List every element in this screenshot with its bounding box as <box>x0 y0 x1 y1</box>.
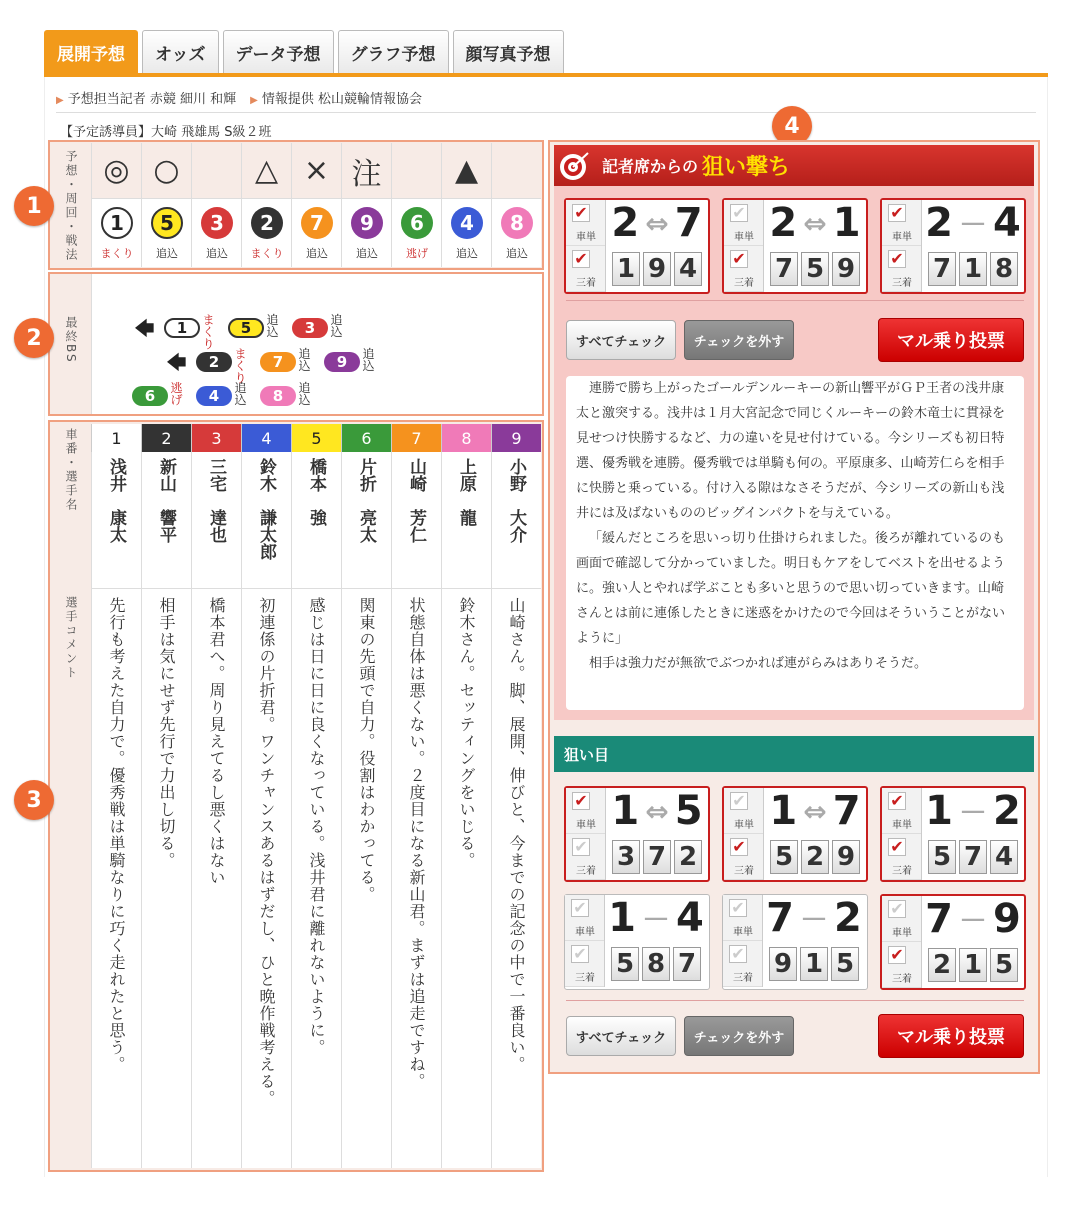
rider-comment: 橋本君へ。周り見えてるし悪くはない <box>191 588 241 1168</box>
divider <box>566 300 1024 301</box>
checkbox-icon[interactable]: ✔ <box>888 792 906 810</box>
bet-check-area <box>724 200 764 292</box>
final-bs-label: 最終BS <box>64 316 78 364</box>
bet-type-label: 三着 <box>733 973 753 984</box>
checkbox-icon[interactable]: ✔ <box>572 250 590 268</box>
bet-combination: 1 ⇔ 5 <box>611 788 705 834</box>
tactic-label: 追込 <box>206 247 228 260</box>
rider-number-header: 6 <box>341 424 391 452</box>
bet-combination: 1 ⇔ 7 <box>769 788 863 834</box>
bet-check-area <box>882 896 922 988</box>
prediction-mark: ▲ <box>442 143 491 199</box>
prediction-column <box>291 143 341 267</box>
bet-type-row <box>565 895 604 941</box>
bet-type-label: 車単 <box>576 232 596 243</box>
bs-bike-number: 8 <box>260 386 296 406</box>
bet-ticket[interactable] <box>564 894 710 990</box>
checkbox-icon[interactable]: ✔ <box>888 250 906 268</box>
tactic-label: まくり <box>250 247 284 260</box>
rider-number-header: 5 <box>291 424 341 452</box>
bs-tactic: まくり <box>202 313 215 351</box>
checkbox-icon[interactable]: ✔ <box>888 838 906 856</box>
auto-bet-button[interactable]: マル乗り投票 <box>878 318 1024 362</box>
rider-comment: 先行も考えた自力で。優秀戦は単騎なりに巧く走れたと思う。 <box>91 588 141 1168</box>
checkbox-icon[interactable]: ✔ <box>888 946 906 964</box>
rider-name: 鈴木 謙太郎 <box>241 452 291 588</box>
bike-number: 1 <box>101 207 133 239</box>
bet-type-label: 三着 <box>892 974 912 985</box>
bet-type-row <box>565 941 604 987</box>
rider-name: 三宅 達也 <box>191 452 241 588</box>
bs-bike-number: 9 <box>324 352 360 372</box>
tactic-label: 追込 <box>356 247 378 260</box>
prediction-column <box>141 143 191 267</box>
bet-type-label: 三着 <box>734 278 754 289</box>
info-bar <box>56 88 422 107</box>
bet-combination: 7 － 9 <box>925 896 1023 942</box>
uncheck-button[interactable]: チェックを外す <box>684 320 794 360</box>
bet-type-label: 車単 <box>734 820 754 831</box>
bet-type-label: 車単 <box>892 928 912 939</box>
prediction-column <box>391 143 441 267</box>
bet-combination: 1 － 2 <box>925 788 1023 834</box>
bet-type-label: 三着 <box>576 866 596 877</box>
uncheck-button-2[interactable]: チェックを外す <box>684 1016 794 1056</box>
bs-tactic: 逃げ <box>170 381 183 407</box>
bet-type-label: 三着 <box>734 866 754 877</box>
rider-comment: 山崎さん。脚、展開、伸びと、今までの記念の中で一番良い。 <box>491 588 541 1168</box>
bs-tactic: まくり <box>234 347 247 385</box>
badge-3: 3 <box>14 780 54 820</box>
bet-type-row <box>882 942 921 988</box>
rider-label: 車番・選手名 <box>64 428 78 512</box>
bike-number: 5 <box>151 207 183 239</box>
rider-comment: 感じは日に日に良くなっている。浅井君に離れないように。 <box>291 588 341 1168</box>
bet-type-row <box>882 246 921 292</box>
bike-number: 8 <box>501 207 533 239</box>
rider-number-header: 7 <box>391 424 441 452</box>
bet-combination: 1 － 4 <box>608 895 706 941</box>
checkbox-icon[interactable]: ✔ <box>572 792 590 810</box>
reporter-info: ▶ 予想担当記者 赤競 細川 和輝 <box>56 92 237 107</box>
bet-check-area <box>566 200 606 292</box>
bike-number: 4 <box>451 207 483 239</box>
bet-type-row <box>724 246 763 292</box>
bs-tactic: 追込 <box>330 313 343 339</box>
bet-type-label: 車単 <box>733 927 753 938</box>
bet-odds: 5 7 4 <box>928 840 1018 874</box>
rider-number-header: 8 <box>441 424 491 452</box>
bet-odds: 7 5 9 <box>770 252 860 286</box>
comment-label: 選手コメント <box>64 596 78 680</box>
checkbox-icon[interactable]: ✔ <box>571 899 589 917</box>
bike-number: 3 <box>201 207 233 239</box>
rider-number-header: 1 <box>91 424 141 452</box>
bet-type-row <box>882 896 921 942</box>
tab-odds[interactable]: オッズ <box>142 30 219 74</box>
checkbox-icon[interactable]: ✔ <box>730 792 748 810</box>
bet-type-row <box>724 200 763 246</box>
bet-type-row <box>882 834 921 880</box>
rider-comment: 状態自体は悪くない。２度目になる新山君。まずは追走ですね。 <box>391 588 441 1168</box>
bet-odds: 5 2 9 <box>770 840 860 874</box>
checkbox-icon[interactable]: ✔ <box>888 204 906 222</box>
bet-type-row <box>882 200 921 246</box>
bs-bike-number: 1 <box>164 318 200 338</box>
bet-type-label: 車単 <box>892 232 912 243</box>
divider <box>56 112 1036 113</box>
bet-type-row <box>723 941 762 987</box>
bet-ticket[interactable] <box>564 786 710 882</box>
bike-number: 6 <box>401 207 433 239</box>
tab-photo[interactable]: 顔写真予想 <box>453 30 564 74</box>
prediction-mark: ◎ <box>92 143 141 199</box>
checkbox-icon[interactable]: ✔ <box>888 900 906 918</box>
guide-rider: 【予定誘導員】大崎 飛雄馬 S級２班 <box>60 125 272 140</box>
rider-comment: 関東の先頭で自力。役割はわかってる。 <box>341 588 391 1168</box>
rider-number-header: 3 <box>191 424 241 452</box>
rider-comment: 初連係の片折君。ワンチャンスあるはずだし、ひと晩作戦考える。 <box>241 588 291 1168</box>
bs-bike-number: 3 <box>292 318 328 338</box>
bet-check-area <box>565 895 605 987</box>
checkbox-icon[interactable]: ✔ <box>730 204 748 222</box>
badge-1: 1 <box>14 186 54 226</box>
bet-combination: 2 ⇔ 7 <box>611 200 705 246</box>
tab-bar <box>44 30 564 76</box>
checkbox-icon[interactable]: ✔ <box>572 838 590 856</box>
bet-type-label: 車単 <box>892 820 912 831</box>
tactic-label: 追込 <box>506 247 528 260</box>
bet-odds: 7 1 8 <box>928 252 1018 286</box>
rider-number-header: 2 <box>141 424 191 452</box>
checkbox-icon[interactable]: ✔ <box>729 945 747 963</box>
rider-name: 小野 大介 <box>491 452 541 588</box>
tab-data[interactable]: データ予想 <box>223 30 334 74</box>
tactic-label: 追込 <box>306 247 328 260</box>
bs-tactic: 追込 <box>298 347 311 373</box>
tactic-label: 追込 <box>456 247 478 260</box>
bs-tactic: 追込 <box>298 381 311 407</box>
bet-type-row <box>566 788 605 834</box>
bet-ticket[interactable] <box>564 198 710 294</box>
bet-ticket[interactable] <box>722 198 868 294</box>
rider-name: 上原 龍 <box>441 452 491 588</box>
bs-bike-number: 5 <box>228 318 264 338</box>
prediction-mark <box>492 143 541 199</box>
checkbox-icon[interactable]: ✔ <box>730 838 748 856</box>
bet-type-label: 三着 <box>576 278 596 289</box>
tactic-label: 追込 <box>156 247 178 260</box>
bet-combination: 7 － 2 <box>766 895 864 941</box>
tactic-label: まくり <box>100 247 134 260</box>
prediction-column <box>91 143 141 267</box>
bike-number: 2 <box>251 207 283 239</box>
rider-number-header: 4 <box>241 424 291 452</box>
bet-type-row <box>882 788 921 834</box>
target-icon <box>558 150 592 182</box>
divider <box>566 1000 1024 1001</box>
rider-name: 浅井 康太 <box>91 452 141 588</box>
bs-tactic: 追込 <box>362 347 375 373</box>
bet-type-row <box>724 834 763 880</box>
prediction-mark <box>392 143 441 199</box>
triangle-icon: ▶ <box>250 95 258 106</box>
prediction-mark: × <box>292 143 341 199</box>
bet-odds: 2 1 5 <box>928 948 1018 982</box>
checkbox-icon[interactable]: ✔ <box>729 899 747 917</box>
rider-number-header: 9 <box>491 424 541 452</box>
bet-ticket[interactable] <box>722 786 868 882</box>
bet-type-row <box>566 834 605 880</box>
check-all-button[interactable]: すべてチェック <box>566 320 676 360</box>
badge-2: 2 <box>14 318 54 358</box>
bet-check-area <box>724 788 764 880</box>
arrow-left-icon: 🡄 <box>134 316 155 340</box>
bet-type-row <box>566 246 605 292</box>
prediction-mark: 注 <box>342 143 391 199</box>
bet-ticket[interactable] <box>880 894 1026 990</box>
bet-type-label: 三着 <box>575 973 595 984</box>
bet-ticket[interactable] <box>880 198 1026 294</box>
auto-bet-button-2[interactable]: マル乗り投票 <box>878 1014 1024 1058</box>
bet-odds: 9 1 5 <box>769 947 859 981</box>
prediction-mark: △ <box>242 143 291 199</box>
tactic-label: 逃げ <box>406 247 428 260</box>
rider-name: 片折 亮太 <box>341 452 391 588</box>
bet-ticket[interactable] <box>722 894 868 990</box>
bet-check-area <box>882 788 922 880</box>
checkbox-icon[interactable]: ✔ <box>730 250 748 268</box>
badge-4: 4 <box>772 106 812 146</box>
bet-combination: 2 － 4 <box>925 200 1023 246</box>
prediction-column <box>341 143 391 267</box>
bs-tactic: 追込 <box>234 381 247 407</box>
rider-name: 山崎 芳仁 <box>391 452 441 588</box>
provider-info: ▶ 情報提供 松山競輪情報協会 <box>250 92 422 107</box>
bike-number: 9 <box>351 207 383 239</box>
bet-ticket[interactable] <box>880 786 1026 882</box>
tab-tenkai[interactable]: 展開予想 <box>44 30 138 74</box>
check-all-button-2[interactable]: すべてチェック <box>566 1016 676 1056</box>
bet-type-label: 三着 <box>892 278 912 289</box>
bet-type-label: 三着 <box>892 866 912 877</box>
bs-bike-number: 4 <box>196 386 232 406</box>
prediction-column <box>441 143 491 267</box>
bet-check-area <box>566 788 606 880</box>
prediction-column <box>191 143 241 267</box>
bs-bike-number: 6 <box>132 386 168 406</box>
bet-check-area <box>882 200 922 292</box>
bet-odds: 3 7 2 <box>612 840 702 874</box>
prediction-label: 予想・周回・戦法 <box>64 150 78 262</box>
bet-type-row <box>566 200 605 246</box>
tab-graph[interactable]: グラフ予想 <box>338 30 449 74</box>
checkbox-icon[interactable]: ✔ <box>571 945 589 963</box>
reporter-article: 連勝で勝ち上がったゴールデンルーキーの新山響平がＧＰ王者の浅井康太と激突する。浅井は１月大宮記念で同じくルーキーの鈴木竜士に貫禄を見せつけ快勝するなど、力の違いを見せ付けている。今シリーズも初日特選、優秀戦を連勝。優秀戦では単騎も何の。平原康多、山崎芳仁らを相手に快勝と乗っている。付け入る隙はなさそうだが、今シリーズの新山も浅井には及ばないもののビッグインパクトを与えている。 「緩んだところを思いっ切り仕掛けられました。後ろが離れているのも画面で確認して分かっていました。明日もケアをしてベストを出せるように。強い人とやれば学ぶことも多いと思うので思い切っていきます。山崎さんとは前に連係したときに迷惑をかけたので今回はそういうことがないように」 相手は強力だが無欲でぶつかれば連がらみはありそうだ。 <box>566 376 1024 710</box>
bs-bike-number: 2 <box>196 352 232 372</box>
rider-name: 橋本 強 <box>291 452 341 588</box>
bet-check-area <box>723 895 763 987</box>
bike-number: 7 <box>301 207 333 239</box>
bs-tactic: 追込 <box>266 313 279 339</box>
bet-type-row <box>724 788 763 834</box>
checkbox-icon[interactable]: ✔ <box>572 204 590 222</box>
bet-odds: 5 8 7 <box>611 947 701 981</box>
rider-comment: 鈴木さん。セッティングをいじる。 <box>441 588 491 1168</box>
prediction-mark: ○ <box>142 143 191 199</box>
bs-bike-number: 7 <box>260 352 296 372</box>
bet-type-label: 車単 <box>576 820 596 831</box>
bet-combination: 2 ⇔ 1 <box>769 200 863 246</box>
prediction-column <box>491 143 541 267</box>
bet-odds: 1 9 4 <box>612 252 702 286</box>
prediction-column <box>241 143 291 267</box>
rider-comment: 相手は気にせず先行で力出し切る。 <box>141 588 191 1168</box>
reporter-pick-header: 記者席からの 狙い撃ち <box>554 145 1034 186</box>
prediction-mark <box>192 143 241 199</box>
triangle-icon: ▶ <box>56 95 64 106</box>
target-pick-header: 狙い目 <box>554 736 1034 772</box>
bet-type-label: 車単 <box>575 927 595 938</box>
prediction-grid <box>91 143 542 267</box>
bet-type-row <box>723 895 762 941</box>
arrow-left-icon: 🡄 <box>166 350 187 374</box>
rider-name: 新山 響平 <box>141 452 191 588</box>
bet-type-label: 車単 <box>734 232 754 243</box>
